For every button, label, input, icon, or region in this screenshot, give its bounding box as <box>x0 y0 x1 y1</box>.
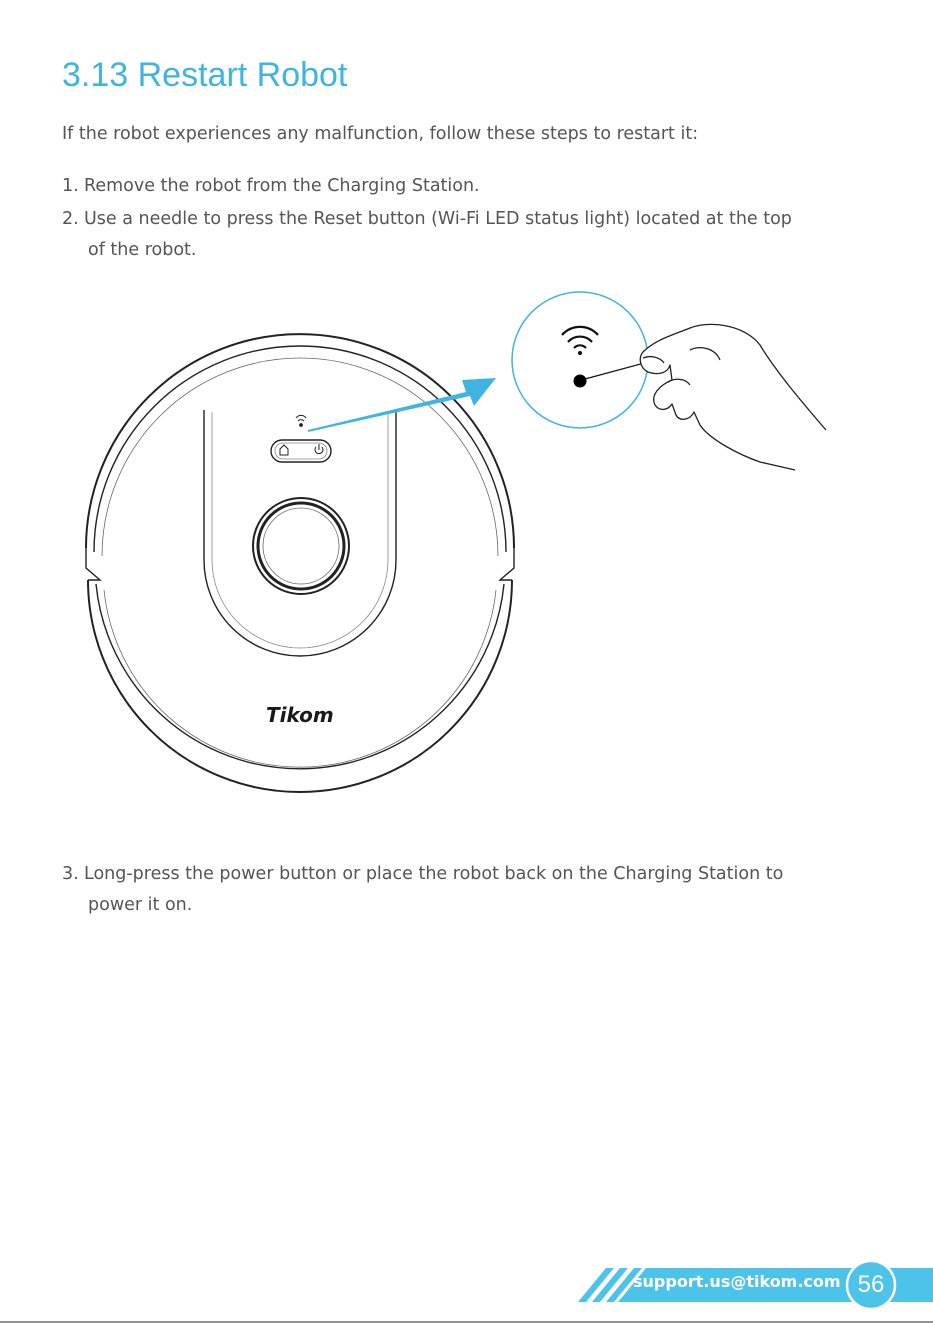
step-text-continued: of the robot. <box>88 240 197 260</box>
brand-logo: Tikom <box>266 703 334 727</box>
step-text: Use a needle to press the Reset button (Wi-Fi LED status light) located at the top <box>84 209 792 229</box>
step-text: Remove the robot from the Charging Station. <box>84 176 480 196</box>
step-text: Long-press the power button or place the robot back on the Charging Station to <box>84 864 784 884</box>
step-number: 3. <box>62 864 79 884</box>
footer-email[interactable]: support.us@tikom.com <box>633 1272 841 1291</box>
page-number: 56 <box>857 1271 885 1298</box>
step-text-continued: power it on. <box>88 895 193 915</box>
intro-text: If the robot experiences any malfunction, follow these steps to restart it: <box>62 124 699 144</box>
step-number: 1. <box>62 176 79 196</box>
step-number: 2. <box>62 209 79 229</box>
page-title: 3.13 Restart Robot <box>62 56 348 94</box>
